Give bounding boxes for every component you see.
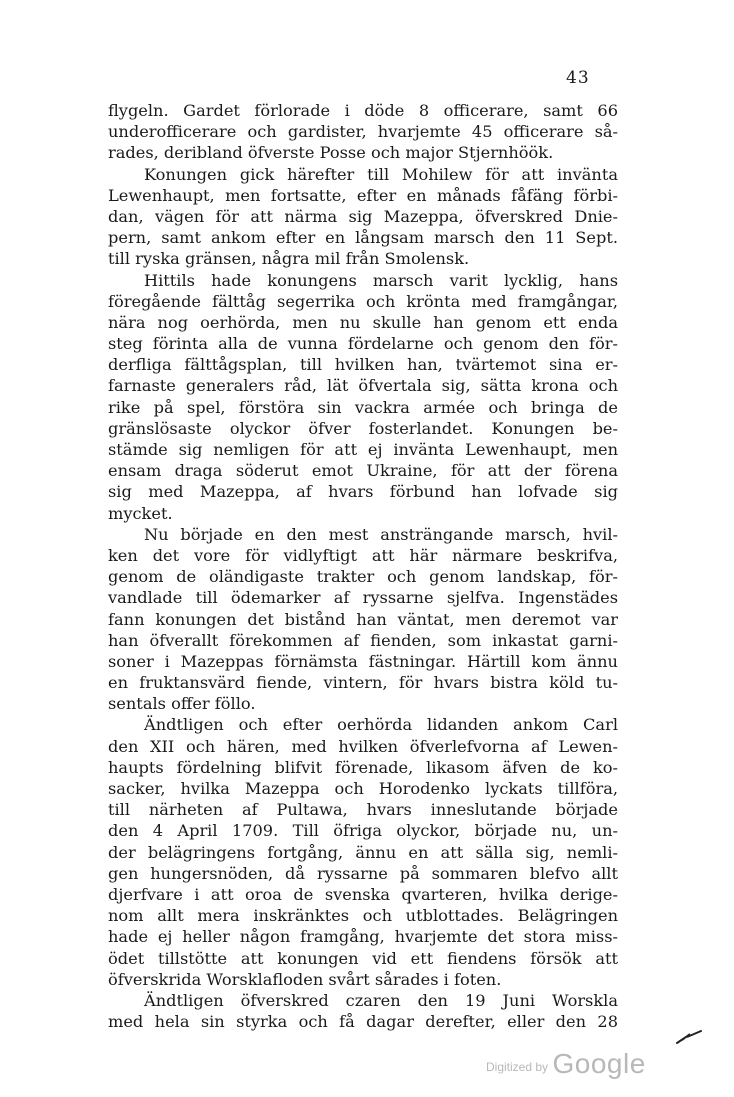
text-line: hade ej heller någon framgång, hvarjemte det stora miss- bbox=[108, 927, 618, 947]
text-line: mycket. bbox=[108, 503, 173, 523]
text-line: öfverskrida Worsklafloden svårt sårades i foten. bbox=[108, 969, 502, 989]
text-line: derfliga fälttågsplan, till hvilken han, tvärtemot sina er- bbox=[108, 355, 618, 375]
text-line: djerfvare i att oroa de svenska qvarteren, hvilka derige- bbox=[108, 884, 618, 904]
text-line: Lewenhaupt, men fortsatte, efter en månads fåfäng förbi- bbox=[108, 185, 618, 205]
text-line: rike på spel, förstöra sin vackra armée och bringa de bbox=[108, 397, 618, 417]
text-line: stämde sig nemligen för att ej invänta Lewenhaupt, men bbox=[108, 440, 618, 459]
text-line: haupts fördelning blifvit förenade, likasom äfven de ko- bbox=[108, 757, 618, 777]
text-line: genom de oländigaste trakter och genom landskap, för- bbox=[108, 567, 618, 587]
text-line: Nu började en den mest ansträngande marsch, hvil- bbox=[144, 524, 618, 544]
text-line: fann konungen det bistånd han väntat, men deremot var bbox=[108, 609, 618, 629]
text-line: der belägringens fortgång, ännu en att sälla sig, nemli- bbox=[108, 842, 618, 862]
text-line: farnaste generalers råd, lät öfvertala sig, sätta krona och bbox=[108, 376, 618, 396]
text-line: steg förinta alla de vunna fördelarne och genom den för- bbox=[108, 334, 618, 354]
text-line: sentals offer föllo. bbox=[108, 694, 256, 714]
text-line: dan, vägen för att närma sig Mazeppa, öfverskred Dnie- bbox=[108, 206, 618, 226]
text-line: rades, deribland öfverste Posse och major Stjernhöök. bbox=[108, 143, 554, 163]
text-line: den 4 April 1709. Till öfriga olyckor, började nu, un- bbox=[108, 821, 618, 841]
text-line: Ändtligen öfverskred czaren den 19 Juni Worskla bbox=[144, 990, 618, 1010]
text-line: till närheten af Pultawa, hvars inneslutande började bbox=[108, 800, 618, 820]
text-line: sig med Mazeppa, af hvars förbund han lofvade sig bbox=[108, 482, 618, 502]
text-line: Ändtligen och efter oerhörda lidanden ankom Carl bbox=[144, 715, 618, 735]
text-line: han öfverallt förekommen af fienden, som inkastat garni- bbox=[108, 630, 618, 650]
text-line: Konungen gick härefter till Mohilew för att invänta bbox=[144, 164, 618, 184]
text-line: gen hungersnöden, då ryssarne på sommaren blefvo allt bbox=[108, 863, 618, 883]
watermark-prefix: Digitized by bbox=[486, 1060, 549, 1074]
text-line: pern, samt ankom efter en långsam marsch den 11 Sept. bbox=[108, 228, 618, 248]
text-line: flygeln. Gardet förlorade i döde 8 officerare, samt 66 bbox=[108, 101, 618, 120]
text-line: med hela sin styrka och få dagar derefter, eller den 28 bbox=[108, 1012, 618, 1032]
text-line: underofficerare och gardister, hvarjemte 45 officerare så- bbox=[108, 122, 618, 142]
text-line: nära nog oerhörda, men nu skulle han genom ett enda bbox=[108, 312, 618, 332]
text-line: ödet tillstötte att konungen vid ett fiendens försök att bbox=[108, 948, 618, 968]
text-line: till ryska gränsen, några mil från Smolensk. bbox=[108, 249, 470, 269]
text-line: ensam draga söderut emot Ukraine, för att der förena bbox=[108, 461, 618, 481]
digitized-watermark bbox=[486, 1048, 646, 1080]
text-line: gränslösaste olyckor öfver fosterlandet. Konungen be- bbox=[108, 418, 618, 438]
text-line: ken det vore för vidlyftigt att här närmare beskrifva, bbox=[108, 545, 618, 565]
text-line: sacker, hvilka Mazeppa och Horodenko lyckats tillföra, bbox=[108, 779, 618, 798]
page-number: 43 bbox=[566, 68, 590, 88]
body-text bbox=[108, 100, 618, 1032]
text-line: Hittils hade konungens marsch varit lycklig, hans bbox=[144, 270, 618, 290]
ink-mark-icon bbox=[676, 1030, 702, 1044]
text-line: den XII och hären, med hvilken öfverlefvorna af Lewen- bbox=[108, 736, 618, 756]
text-line: nom allt mera inskränktes och utblottades. Belägringen bbox=[108, 906, 618, 926]
text-line: en fruktansvärd fiende, vintern, för hvars bistra köld tu- bbox=[108, 673, 618, 693]
watermark-brand: Google bbox=[552, 1048, 646, 1079]
text-line: föregående fälttåg segerrika och krönta med framgångar, bbox=[108, 291, 618, 311]
text-line: soner i Mazeppas förnämsta fästningar. Härtill kom ännu bbox=[108, 651, 618, 671]
text-line: vandlade till ödemarker af ryssarne sjelfva. Ingenstädes bbox=[108, 588, 618, 608]
